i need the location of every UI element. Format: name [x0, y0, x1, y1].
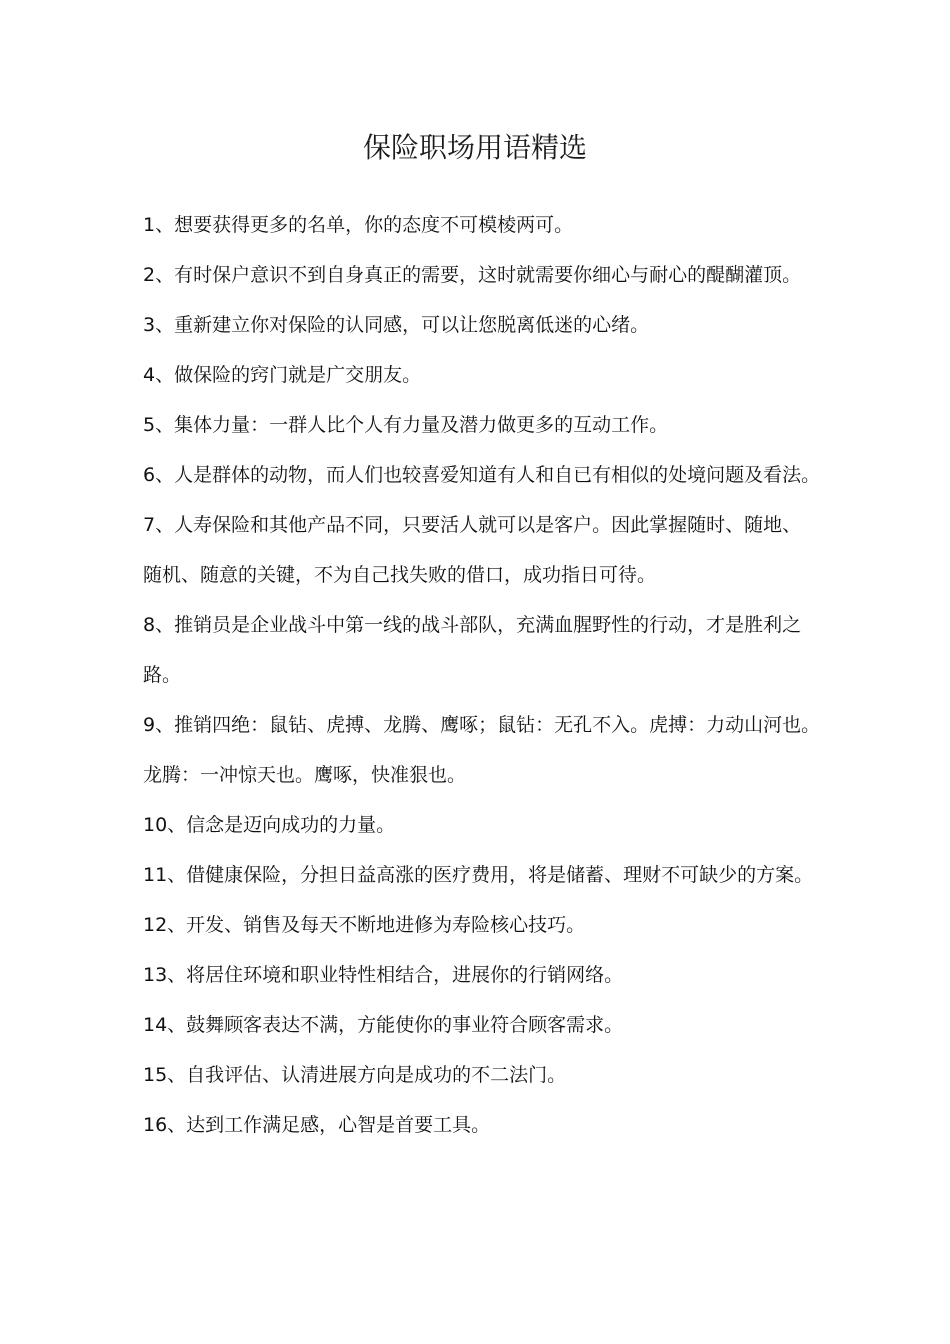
text-line: 15、自我评估、认清进展方向是成功的不二法门。: [143, 1064, 567, 1086]
text-line: 10、信念是迈向成功的力量。: [143, 814, 396, 836]
document-body: [143, 200, 823, 1150]
text-line: 4、做保险的窍门就是广交朋友。: [143, 364, 422, 386]
text-line: 龙腾：一冲惊天也。鹰啄，快准狠也。: [143, 764, 467, 786]
text-line: 11、借健康保险，分担日益高涨的医疗费用，将是储蓄、理财不可缺少的方案。: [143, 864, 814, 886]
text-line: 13、将居住环境和职业特性相结合，进展你的行销网络。: [143, 964, 624, 986]
text-line: 16、达到工作满足感，心智是首要工具。: [143, 1114, 491, 1136]
text-line: 8、推销员是企业战斗中第一线的战斗部队，充满血腥野性的行动，才是胜利之: [143, 614, 802, 636]
text-line: 6、人是群体的动物，而人们也较喜爱知道有人和自已有相似的处境问题及看法。: [143, 464, 821, 486]
text-line: 路。: [143, 664, 182, 686]
text-line: 12、开发、销售及每天不断地进修为寿险核心技巧。: [143, 914, 586, 936]
text-line: 1、想要获得更多的名单，你的态度不可模棱两可。: [143, 214, 574, 236]
text-line: 随机、随意的关键，不为自己找失败的借口，成功指日可待。: [143, 564, 657, 586]
text-line: 7、人寿保险和其他产品不同，只要活人就可以是客户。因此掌握随时、随地、: [143, 514, 802, 536]
document-title: 保险职场用语精选: [362, 131, 587, 164]
text-line: 2、有时保户意识不到自身真正的需要，这时就需要你细心与耐心的醍醐灌顶。: [143, 264, 802, 286]
text-line: 5、集体力量：一群人比个人有力量及潜力做更多的互动工作。: [143, 414, 669, 436]
text-line: 3、重新建立你对保险的认同感，可以让您脱离低迷的心绪。: [143, 314, 650, 336]
text-line: 9、推销四绝：鼠钻、虎搏、龙腾、鹰啄；鼠钻：无孔不入。虎搏：力动山河也。: [143, 714, 821, 736]
text-line: 14、鼓舞顾客表达不满，方能使你的事业符合顾客需求。: [143, 1014, 624, 1036]
